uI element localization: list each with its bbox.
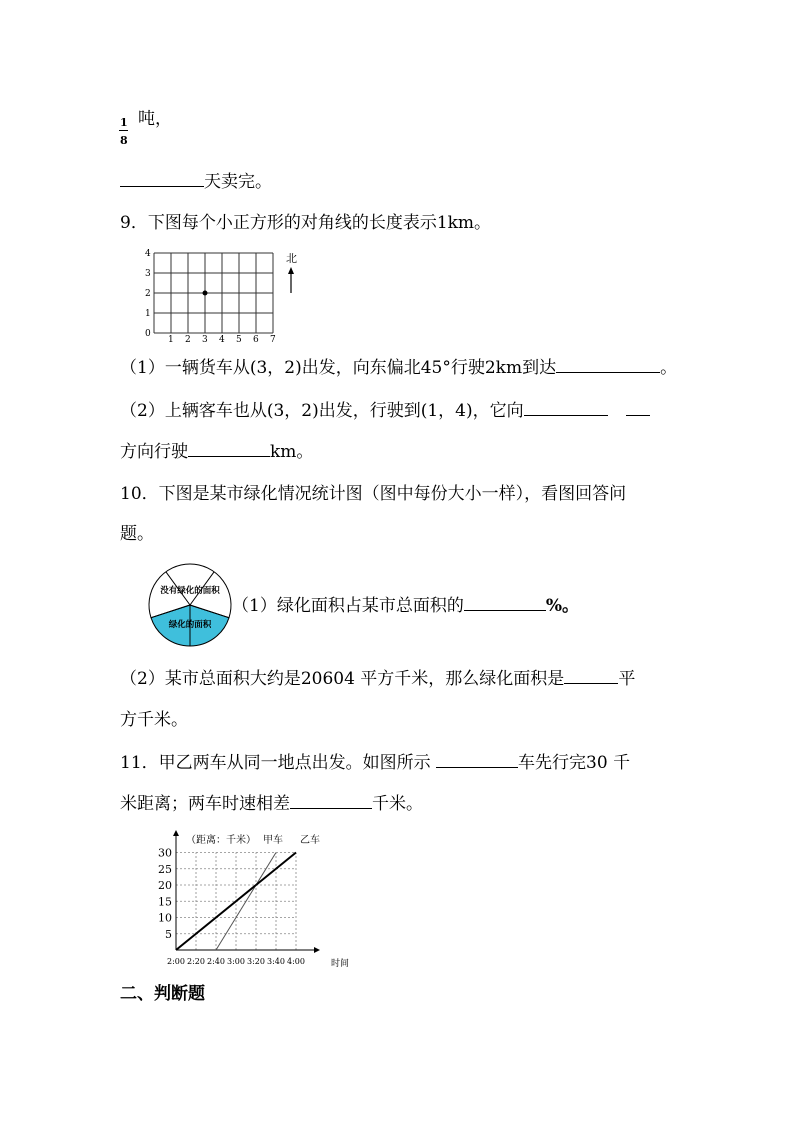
q9-sub1-mid: 2)出发，向东偏北45°行驶2km到达: [284, 358, 557, 378]
grid-lines: [154, 253, 273, 333]
answer-blank[interactable]: [290, 792, 372, 809]
q10-sub2-prefix: （2）某市总面积大约是20604 平方千米，那么绿化面积是: [120, 669, 565, 689]
legend-label-yiche: 乙车: [300, 835, 320, 846]
chart-x-tick: 4:00: [287, 957, 305, 966]
answer-blank-tail[interactable]: [626, 399, 650, 416]
q9-sub1-prefix: （1）一辆货车从(3，: [120, 358, 285, 378]
answer-blank[interactable]: [436, 751, 518, 768]
chart-x-tick: 2:00: [167, 957, 185, 966]
q9-sub2-prefix: （2）上辆客车也从(3，2)出发，行驶到(1，4)，它向: [120, 401, 524, 421]
q10-title-line1: 10．下图是某市绿化情况统计图（图中每份大小一样），看图回答问: [120, 484, 627, 504]
answer-blank[interactable]: [188, 440, 270, 457]
q9-sub2-line2-prefix: 方向行驶: [120, 442, 188, 462]
grid-y-tick-labels: [145, 249, 151, 339]
grid-x-tick: 5: [236, 335, 242, 344]
answer-blank[interactable]: [524, 399, 608, 416]
chart-y-tick: 15: [158, 895, 172, 909]
pie-label-bottom: 绿化的面积: [168, 620, 212, 630]
q9-sub2-line2: [120, 440, 313, 463]
q9-sub1-end: 。: [660, 358, 678, 378]
q11-line2-prefix: 米距离；两车时速相差: [120, 794, 290, 814]
q9-title: 9．下图每个小正方形的对角线的长度表示1km。: [120, 213, 492, 233]
grid-y-tick: 0: [145, 329, 151, 339]
q8-answer-line: [120, 170, 272, 193]
answer-blank[interactable]: [120, 170, 204, 187]
fraction-numerator: 1: [120, 116, 128, 129]
north-arrowhead-icon: [288, 267, 294, 274]
q11-line2: [120, 792, 423, 815]
chart-y-tick-labels: [158, 847, 172, 941]
pie-label-top: 没有绿化的面积: [160, 586, 220, 596]
north-label: 北: [286, 252, 297, 265]
q11-line2-suffix: 千米。: [372, 794, 423, 814]
q9-sub2-line2-suffix: km。: [270, 442, 314, 462]
fraction-denominator: 8: [120, 134, 128, 147]
fraction-bar: [119, 130, 128, 131]
q9-sub1: [120, 356, 677, 379]
q11-line1-prefix: 11．甲乙两车从同一地点出发。如图所示: [120, 753, 437, 773]
coordinate-grid: [140, 248, 305, 344]
pie-chart: [145, 563, 235, 649]
grid-y-tick: 1: [145, 309, 151, 319]
chart-y-tick: 10: [158, 911, 172, 925]
q10-sub2: [120, 667, 635, 690]
legend-label-jiache: 甲车: [263, 835, 283, 846]
q8-line2-text: 天卖完。: [204, 172, 272, 192]
grid-x-tick: 2: [185, 335, 191, 344]
chart-x-tick: 3:00: [227, 957, 245, 966]
grid-y-tick: 2: [145, 289, 151, 299]
q10-sub1: [232, 594, 579, 617]
chart-x-axis-arrow-icon: [314, 947, 320, 953]
grid-y-tick: 4: [145, 249, 151, 259]
q10-sub1-prefix: （1）绿化面积占某市总面积的: [232, 596, 464, 616]
chart-x-tick: 3:20: [247, 957, 265, 966]
chart-xlabel: 时间: [331, 959, 350, 969]
fraction-unit: 吨，: [138, 109, 172, 129]
grid-x-tick: 1: [168, 335, 174, 344]
chart-y-axis-arrow-icon: [173, 830, 179, 836]
chart-x-tick: 2:40: [207, 957, 225, 966]
q11-line1: [120, 751, 630, 774]
start-point: [203, 291, 208, 296]
q9-sub2: [120, 399, 650, 422]
grid-x-tick: 6: [253, 335, 259, 344]
q10-title-line2: 题。: [120, 524, 154, 544]
q10-sub2-line2: 方千米。: [120, 710, 188, 730]
grid-x-tick: 3: [202, 335, 208, 344]
distance-time-chart: [150, 828, 360, 973]
chart-y-tick: 30: [158, 846, 172, 860]
grid-x-tick: 7: [270, 335, 276, 344]
answer-blank[interactable]: [464, 594, 546, 611]
answer-blank[interactable]: [564, 667, 618, 684]
chart-y-tick: 25: [158, 862, 172, 876]
chart-x-tick: 2:20: [187, 957, 205, 966]
grid-y-tick: 3: [145, 269, 151, 279]
answer-blank[interactable]: [556, 356, 660, 373]
chart-title: （距离：千米）: [186, 835, 256, 846]
chart-x-tick: 3:40: [267, 957, 285, 966]
q10-sub1-suffix: %。: [545, 596, 579, 616]
grid-x-tick: 4: [219, 335, 225, 344]
section2-title: 二、判断题: [120, 984, 205, 1004]
chart-y-tick: 5: [165, 927, 172, 941]
grid-x-tick-labels: [168, 335, 276, 344]
chart-y-tick: 20: [158, 879, 172, 892]
q10-sub2-suffix: 平: [618, 669, 636, 689]
q11-line1-suffix: 车先行完30 千: [518, 753, 631, 773]
chart-x-tick-labels: [167, 957, 305, 966]
